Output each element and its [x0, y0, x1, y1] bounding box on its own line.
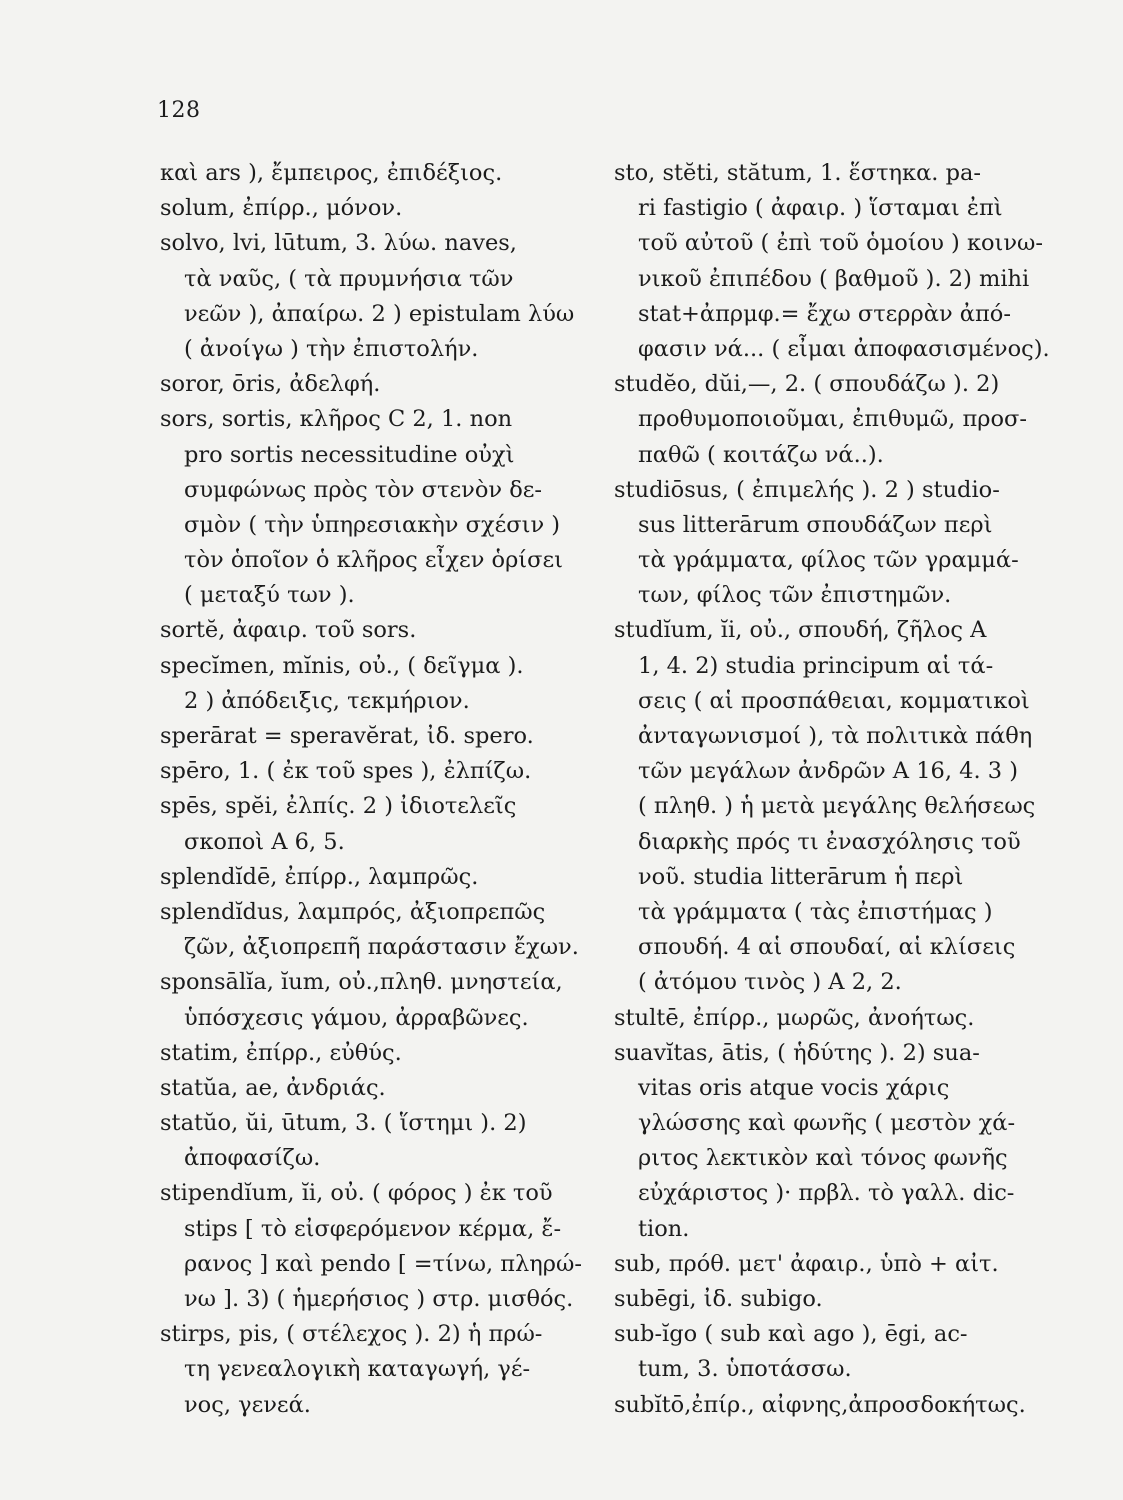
dictionary-line: σπουδή. 4 αἱ σπουδαί, αἱ κλίσεις: [638, 934, 1016, 961]
dictionary-line: ρανος ] καὶ pendo [ =τίνω, πληρώ-: [184, 1250, 582, 1277]
dictionary-line: solum, ἐπίρρ., μόνον.: [160, 195, 403, 222]
dictionary-line: ἀποφασίζω.: [184, 1145, 321, 1172]
dictionary-line: specĭmen, mĭnis, οὐ., ( δεῖγμα ).: [160, 652, 524, 679]
dictionary-line: σκοποὶ A 6, 5.: [184, 828, 345, 855]
dictionary-line: studĭum, ĭi, οὐ., σπουδή, ζῆλος A: [614, 617, 987, 644]
dictionary-line: stips [ τὸ εἰσφερόμενον κέρμα, ἔ-: [184, 1215, 562, 1242]
dictionary-line: ζῶν, ἀξιοπρεπῆ παράστασιν ἔχων.: [184, 934, 579, 961]
dictionary-line: τῶν μεγάλων ἀνδρῶν A 16, 4. 3 ): [638, 758, 1019, 785]
dictionary-line: suavĭtas, ātis, ( ἡδύτης ). 2) sua-: [614, 1039, 980, 1066]
dictionary-line: νος, γενεά.: [184, 1391, 311, 1418]
dictionary-line: stirps, pis, ( στέλεχος ). 2) ἡ πρώ-: [160, 1321, 543, 1348]
page-number: 128: [157, 98, 201, 123]
dictionary-line: stultē, ἐπίρρ., μωρῶς, ἀνοήτως.: [614, 1004, 975, 1031]
dictionary-line: διαρκὴς πρός τι ἐνασχόλησις τοῦ: [638, 828, 1021, 855]
dictionary-line: statŭa, ae, ἀνδριάς.: [160, 1074, 386, 1101]
dictionary-line: statŭo, ŭi, ūtum, 3. ( ἵστημι ). 2): [160, 1110, 527, 1137]
dictionary-line: sub-ĭgo ( sub καὶ ago ), ēgi, ac-: [614, 1321, 968, 1348]
dictionary-line: ἀνταγωνισμοί ), τὰ πολιτικὰ πάθη: [638, 723, 1033, 749]
dictionary-line: τη γενεαλογικὴ καταγωγή, γέ-: [184, 1356, 531, 1383]
dictionary-line: ri fastigio ( ἀφαιρ. ) ἵσταμαι ἐπὶ: [638, 195, 1003, 222]
dictionary-line: προθυμοποιοῦμαι, ἐπιθυμῶ, προσ-: [638, 406, 1027, 433]
dictionary-line: studiōsus, ( ἐπιμελής ). 2 ) studio-: [614, 476, 1000, 503]
dictionary-line: ριτος λεκτικὸν καὶ τόνος φωνῆς: [638, 1145, 1008, 1172]
dictionary-line: spēro, 1. ( ἐκ τοῦ spes ), ἐλπίζω.: [160, 758, 532, 785]
dictionary-line: τοῦ αὐτοῦ ( ἐπὶ τοῦ ὁμοίου ) κοινω-: [638, 230, 1044, 257]
dictionary-line: sub, πρόθ. μετ' ἀφαιρ., ὑπὸ + αἰτ.: [614, 1250, 999, 1277]
dictionary-line: σεις ( αἱ προσπάθειαι, κομματικοὶ: [638, 687, 1030, 714]
dictionary-line: splendĭdē, ἐπίρρ., λαμπρῶς.: [160, 863, 479, 890]
right-column: [614, 156, 1074, 1423]
dictionary-line: spēs, spĕi, ἐλπίς. 2 ) ἰδιοτελεῖς: [160, 793, 517, 820]
dictionary-line: sponsālĭa, ĭum, οὐ.,πληθ. μνηστεία,: [160, 969, 563, 996]
dictionary-line: tum, 3. ὑποτάσσω.: [638, 1356, 852, 1383]
dictionary-line: καὶ ars ), ἔμπειρος, ἐπιδέξιος.: [160, 160, 503, 186]
dictionary-line: συμφώνως πρὸς τὸν στενὸν δε-: [184, 476, 543, 503]
dictionary-line: splendĭdus, λαμπρός, ἀξιοπρεπῶς: [160, 898, 546, 925]
dictionary-line: stipendĭum, ĭi, οὐ. ( φόρος ) ἐκ τοῦ: [160, 1180, 553, 1207]
dictionary-line: 1, 4. 2) studia principum αἱ τά-: [638, 652, 994, 679]
dictionary-line: sperārat = speravĕrat, ἰδ. spero.: [160, 723, 534, 749]
dictionary-line: νοῦ. studia litterārum ἡ περὶ: [638, 863, 964, 890]
dictionary-line: studĕo, dŭi,—, 2. ( σπουδάζω ). 2): [614, 371, 1000, 398]
dictionary-line: sto, stĕti, stătum, 1. ἕστηκα. pa-: [614, 160, 982, 186]
dictionary-line: sors, sortis, κλῆρος C 2, 1. non: [160, 406, 513, 433]
dictionary-line: sortĕ, ἀφαιρ. τοῦ sors.: [160, 617, 417, 644]
dictionary-line: soror, ōris, ἀδελφή.: [160, 371, 381, 398]
dictionary-line: τὸν ὁποῖον ὁ κλῆρος εἶχεν ὁρίσει: [184, 547, 563, 574]
dictionary-line: τὰ ναῦς, ( τὰ πρυμνήσια τῶν: [184, 265, 514, 292]
dictionary-line: ( πληθ. ) ἡ μετὰ μεγάλης θελήσεως: [638, 793, 1036, 820]
dictionary-line: γλώσσης καὶ φωνῆς ( μεστὸν χά-: [638, 1110, 1016, 1137]
dictionary-line: φασιν νά... ( εἶμαι ἀποφασισμένος).: [638, 335, 1050, 362]
dictionary-line: νικοῦ ἐπιπέδου ( βαθμοῦ ). 2) mihi: [638, 265, 1030, 292]
dictionary-line: ( ἀνοίγω ) τὴν ἐπιστολήν.: [184, 335, 479, 362]
dictionary-line: τὰ γράμματα, φίλος τῶν γραμμά-: [638, 547, 1019, 574]
left-column: [160, 156, 590, 1423]
dictionary-line: τὰ γράμματα ( τὰς ἐπιστήμας ): [638, 898, 993, 925]
dictionary-line: statim, ἐπίρρ., εὐθύς.: [160, 1039, 402, 1066]
dictionary-line: subēgi, ἰδ. subigo.: [614, 1286, 823, 1312]
dictionary-line: νεῶν ), ἀπαίρω. 2 ) epistulam λύω: [184, 300, 575, 327]
dictionary-line: vitas oris atque vocis χάρις: [638, 1074, 950, 1101]
dictionary-line: tion.: [638, 1215, 690, 1242]
dictionary-line: σμὸν ( τὴν ὑπηρεσιακὴν σχέσιν ): [184, 511, 561, 538]
dictionary-line: των, φίλος τῶν ἐπιστημῶν.: [638, 582, 952, 609]
dictionary-line: subĭtō,ἐπίρ., αἰφνης,ἀπροσδοκήτως.: [614, 1391, 1026, 1418]
dictionary-line: pro sortis necessitudine οὐχὶ: [184, 441, 515, 468]
dictionary-line: stat+ἀπρμφ.= ἔχω στερρὰν ἀπό-: [638, 300, 1011, 327]
dictionary-line: ( ἀτόμου τινὸς ) A 2, 2.: [638, 969, 902, 996]
dictionary-line: παθῶ ( κοιτάζω νά..).: [638, 441, 884, 468]
dictionary-line: ὑπόσχεσις γάμου, ἀρραβῶνες.: [184, 1004, 529, 1031]
dictionary-line: solvo, lvi, lūtum, 3. λύω. naves,: [160, 230, 517, 257]
dictionary-line: νω ]. 3) ( ἡμερήσιος ) στρ. μισθός.: [184, 1286, 574, 1312]
dictionary-line: sus litterārum σπουδάζων περὶ: [638, 511, 993, 538]
dictionary-line: 2 ) ἀπόδειξις, τεκμήριον.: [184, 687, 470, 714]
dictionary-line: εὐχάριστος )· πρβλ. τὸ γαλλ. dic-: [638, 1180, 1015, 1207]
dictionary-line: ( μεταξύ των ).: [184, 582, 355, 609]
